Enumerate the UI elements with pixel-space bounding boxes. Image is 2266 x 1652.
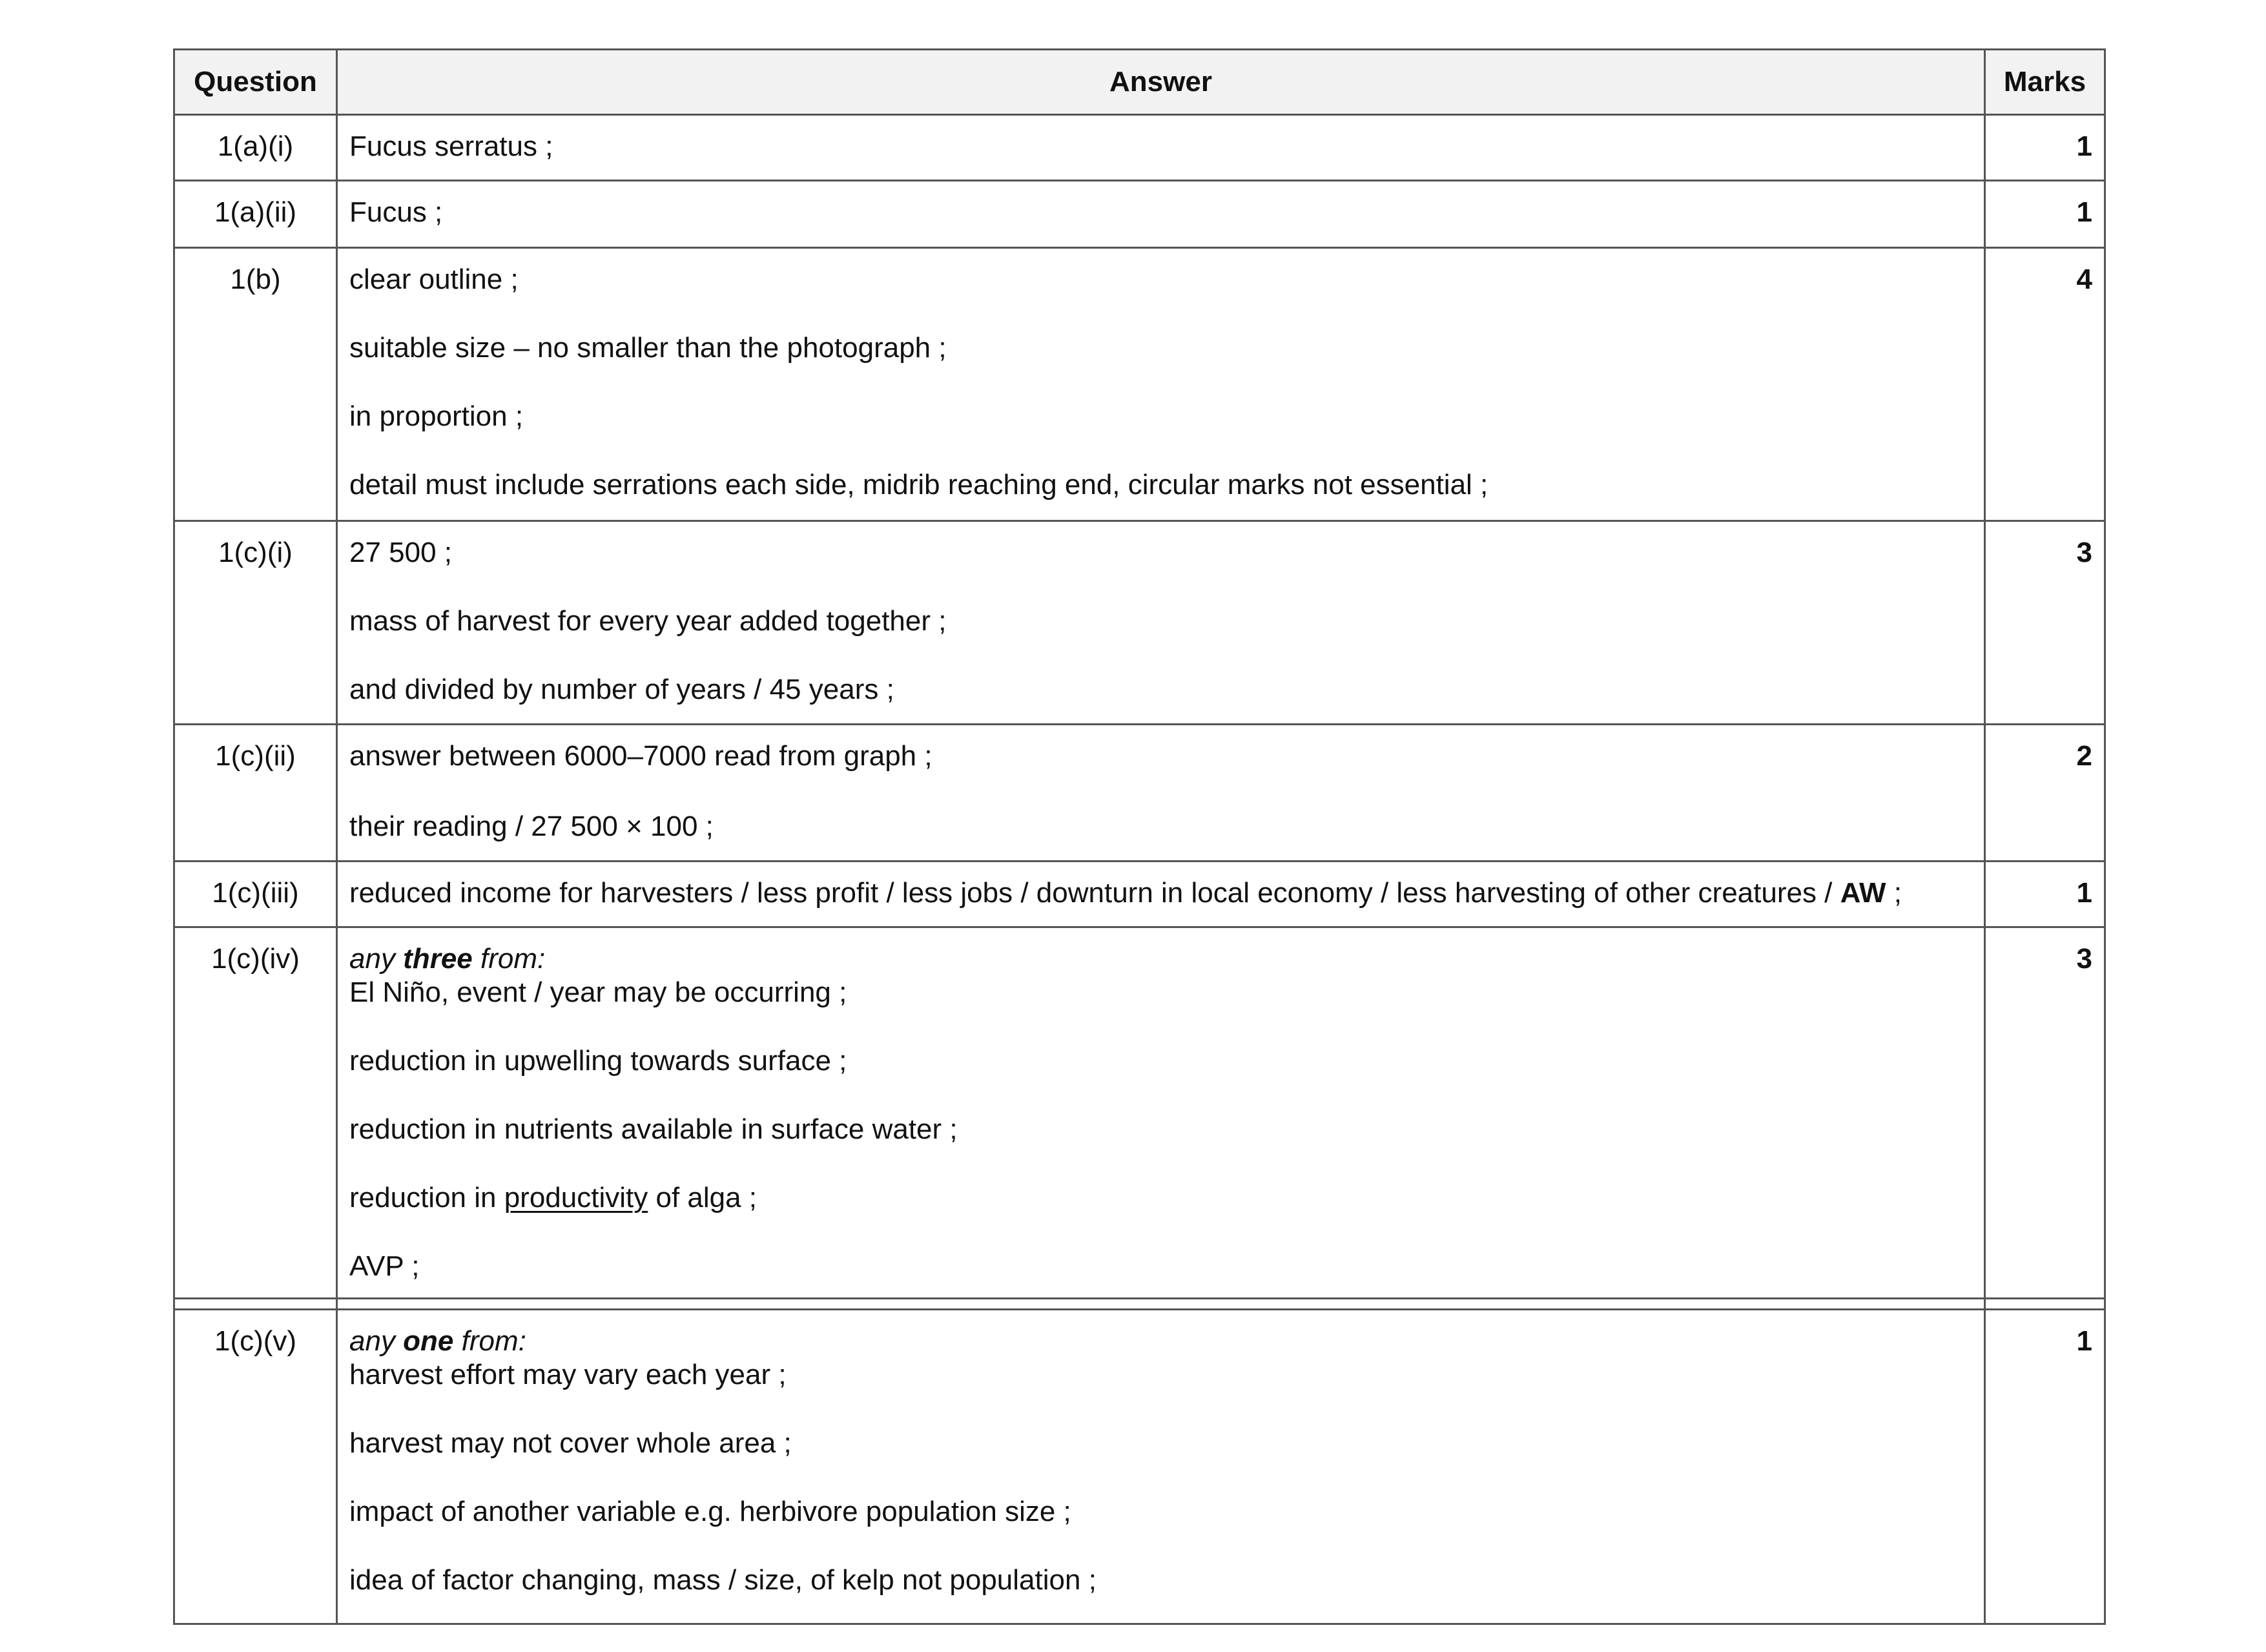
answer-line: in proportion ;: [349, 400, 524, 432]
answer-line: idea of factor changing, mass / size, of kelp not population ;: [349, 1564, 1097, 1596]
productivity-underlined: productivity: [504, 1182, 648, 1213]
answer-line: answer between 6000–7000 read from graph ;: [349, 740, 932, 772]
answer-line: [349, 876, 1973, 910]
answer-text-end: of alga ;: [648, 1182, 757, 1213]
mark-scheme-table: [173, 48, 2106, 1625]
answer-intro: [349, 942, 1973, 976]
intro-bold: three: [403, 943, 473, 975]
question-cell: 1(b): [174, 248, 337, 521]
answer-line: and divided by number of years / 45 years ;: [349, 674, 894, 705]
answer-cell: [337, 927, 1985, 1299]
separator-cell: [337, 1299, 1985, 1310]
aw-label: AW: [1840, 877, 1886, 909]
answer-line: their reading / 27 500 × 100 ;: [349, 811, 714, 842]
answer-line: impact of another variable e.g. herbivore population size ;: [349, 1496, 1071, 1527]
table-row: [174, 521, 2105, 725]
answer-cell: [337, 862, 1985, 927]
question-cell: 1(c)(iv): [174, 927, 337, 1299]
answer-line: 27 500 ;: [349, 537, 453, 568]
answer-line: mass of harvest for every year added together ;: [349, 605, 947, 637]
header-row: [174, 50, 2105, 115]
table-row: [174, 1310, 2105, 1624]
marks-cell: 4: [1985, 248, 2105, 521]
answer-line: harvest may not cover whole area ;: [349, 1427, 792, 1459]
answer-line: reduction in nutrients available in surface water ;: [349, 1113, 958, 1145]
answer-line: Fucus serratus ;: [349, 130, 553, 162]
answer-text: reduced income for harvesters / less profit / less jobs / downturn in local economy / less harvesting of other creatures /: [349, 877, 1840, 909]
question-cell: 1(c)(v): [174, 1310, 337, 1624]
question-cell: 1(a)(i): [174, 115, 337, 181]
table-row: [174, 115, 2105, 181]
answer-cell: [337, 725, 1985, 862]
answer-line: harvest effort may vary each year ;: [349, 1359, 787, 1390]
answer-line: [349, 1181, 1973, 1215]
header-answer: Answer: [337, 50, 1985, 115]
marks-cell: 3: [1985, 927, 2105, 1299]
intro-pre: any: [349, 1325, 404, 1357]
answer-cell: [337, 248, 1985, 521]
answer-line: AVP ;: [349, 1250, 420, 1282]
question-cell: 1(c)(iii): [174, 862, 337, 927]
answer-cell: [337, 115, 1985, 181]
intro-post: from:: [453, 1325, 526, 1357]
header-question: Question: [174, 50, 337, 115]
table-row: [174, 181, 2105, 248]
table-row: [174, 927, 2105, 1299]
question-cell: 1(c)(i): [174, 521, 337, 725]
answer-cell: [337, 521, 1985, 725]
separator-cell: [1985, 1299, 2105, 1310]
header-marks: Marks: [1985, 50, 2105, 115]
answer-line: clear outline ;: [349, 263, 519, 295]
answer-text: reduction in: [349, 1182, 504, 1213]
answer-line: detail must include serrations each side, midrib reaching end, circular marks not essential ;: [349, 469, 1488, 501]
marks-cell: 3: [1985, 521, 2105, 725]
intro-bold: one: [403, 1325, 454, 1357]
intro-post: from:: [472, 943, 546, 975]
intro-pre: any: [349, 943, 404, 975]
marks-cell: 1: [1985, 181, 2105, 248]
answer-intro: [349, 1325, 1973, 1358]
answer-text-end: ;: [1886, 877, 1902, 909]
answer-line: suitable size – no smaller than the photograph ;: [349, 332, 947, 364]
answer-line: El Niño, event / year may be occurring ;: [349, 976, 847, 1008]
answer-line: Fucus ;: [349, 196, 443, 228]
question-cell: 1(c)(ii): [174, 725, 337, 862]
table-row: [174, 862, 2105, 927]
separator-cell: [174, 1299, 337, 1310]
answer-line: reduction in upwelling towards surface ;: [349, 1045, 847, 1077]
question-cell: 1(a)(ii): [174, 181, 337, 248]
marks-cell: 1: [1985, 862, 2105, 927]
answer-cell: [337, 181, 1985, 248]
table-row: [174, 248, 2105, 521]
page-break-separator: [174, 1299, 2105, 1310]
marks-cell: 1: [1985, 1310, 2105, 1624]
answer-cell: [337, 1310, 1985, 1624]
marks-cell: 2: [1985, 725, 2105, 862]
mark-scheme-table-container: [173, 48, 2104, 1625]
table-row: [174, 725, 2105, 862]
marks-cell: 1: [1985, 115, 2105, 181]
